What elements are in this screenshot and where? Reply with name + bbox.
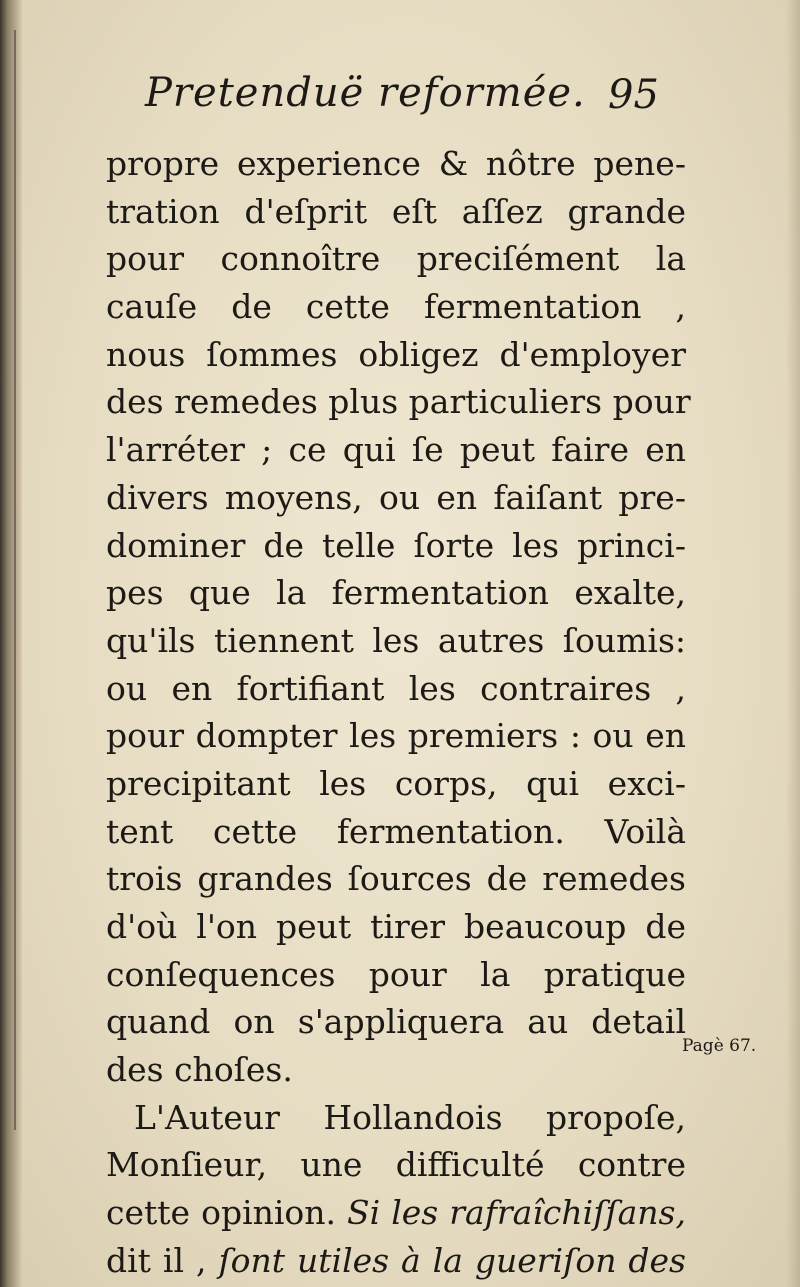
body-text bbox=[106, 140, 691, 1285]
page-header bbox=[100, 62, 680, 132]
text-line: tration d'eſprit eſt aſſez grande bbox=[106, 191, 686, 231]
text-line: trois grandes ſources de remedes bbox=[106, 859, 686, 899]
paragraph-start-line: L'Auteur Hollandois propoſe, bbox=[134, 1097, 686, 1137]
italic-quote-run: Si les rafraîchiſſans, bbox=[347, 1193, 686, 1233]
text-line: quand on s'appliquera au detail bbox=[106, 1002, 686, 1042]
text-line: conſequences pour la pratique bbox=[106, 954, 686, 994]
italic-quote-run: ſont utiles à la gueriſon des bbox=[218, 1240, 686, 1280]
margin-reference: Pagè 67. bbox=[682, 1036, 757, 1056]
text-line: l'arréter ; ce qui ſe peut faire en bbox=[106, 430, 686, 470]
text-line: propre experience & nôtre pene- bbox=[106, 144, 686, 183]
text-line: pour dompter les premiers : ou en bbox=[106, 716, 686, 756]
gutter-rule bbox=[14, 30, 16, 1130]
binding-gutter bbox=[0, 0, 22, 1287]
text-line: nous ſommes obligez d'employer bbox=[106, 334, 686, 374]
text-line: d'où l'on peut tirer beaucoup de bbox=[106, 907, 686, 946]
text-line: qu'ils tiennent les autres ſoumis: bbox=[106, 620, 686, 660]
text-line-mixed bbox=[106, 1189, 686, 1237]
text-line: tent cette fermentation. Voilà bbox=[106, 811, 686, 851]
text-line: precipitant les corps, qui exci- bbox=[106, 763, 686, 803]
text-line: pes que la fermentation exalte, bbox=[106, 573, 686, 613]
page-edge-shade bbox=[786, 0, 800, 1287]
text-line: Monſieur, une difficulté contre bbox=[106, 1145, 686, 1185]
page-number: 95 bbox=[608, 72, 659, 118]
running-title: Pretenduë reformée. bbox=[145, 70, 586, 116]
roman-run: cette opinion. bbox=[106, 1193, 348, 1233]
text-line: pour connoître preciſément la bbox=[106, 239, 686, 279]
roman-run: dit il , bbox=[106, 1240, 219, 1280]
text-line-mixed bbox=[106, 1237, 686, 1285]
text-line: divers moyens, ou en faiſant pre- bbox=[106, 477, 686, 517]
text-line: ou en fortifiant les contraires , bbox=[106, 668, 686, 708]
text-line: des remedes plus particuliers pour bbox=[106, 382, 691, 422]
text-line: cauſe de cette fermentation , bbox=[106, 287, 686, 327]
paragraph-end-line: des choſes. bbox=[106, 1050, 293, 1090]
text-line: dominer de telle ſorte les princi- bbox=[106, 525, 686, 565]
